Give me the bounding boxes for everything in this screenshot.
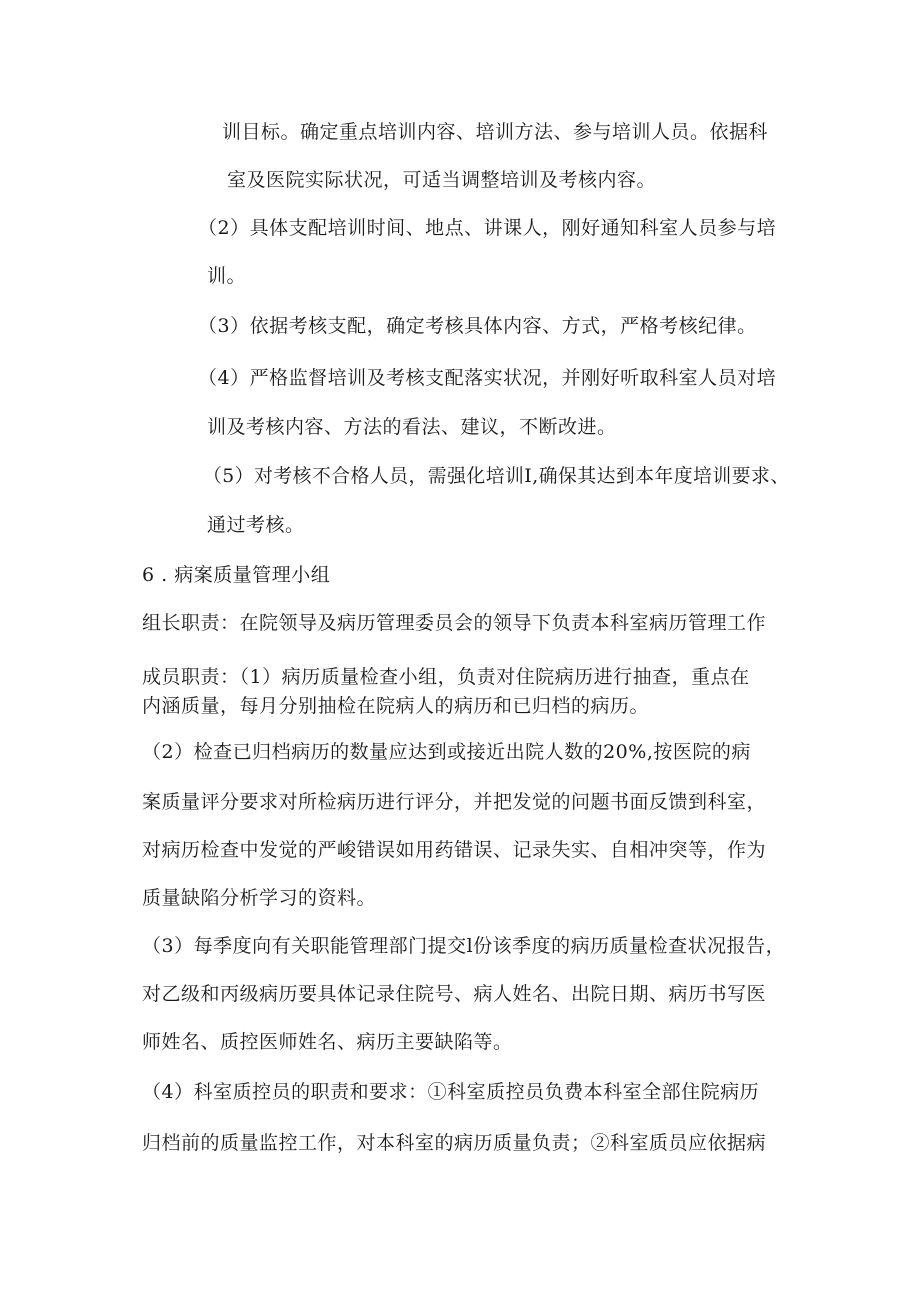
text-line: 师姓名、质控医师姓名、病历主要缺陷等。 — [142, 1031, 513, 1053]
text-line: （4）严格监督培训及考核支配落实状况，并刚好听取科室人员对培 — [198, 367, 777, 389]
text-line: 对乙级和丙级病历要具体记录住院号、病人姓名、出院日期、病历书写医 — [142, 983, 767, 1005]
text-line: （3）依据考核支配，确定考核具体内容、方式，严格考核纪律。 — [198, 315, 757, 337]
text-line: 训及考核内容、方法的看法、建议，不断改进。 — [207, 416, 617, 438]
text-line: 训目标。确定重点培训内容、培训方法、参与培训人员。依据科 — [222, 121, 769, 143]
text-line: 组长职责：在院领导及病历管理委员会的领导下负责本科室病历管理工作 — [142, 612, 767, 634]
text-line: 通过考核。 — [207, 514, 305, 536]
text-line: 对病历检查中发觉的严峻错误如用药错误、记录失实、自相冲突等，作为 — [142, 839, 767, 861]
text-line: （2）检查已归档病历的数量应达到或接近出院人数的20%,按医院的病 — [142, 741, 751, 763]
text-line: 质量缺陷分析学习的资料。 — [142, 887, 377, 909]
section-heading: 6 . 病案质量管理小组 — [142, 564, 331, 586]
text-line: 归档前的质量监控工作，对本科室的病历质量负责；②科室质员应依据病 — [142, 1132, 767, 1154]
text-line: （2）具体支配培训时间、地点、讲课人，刚好通知科室人员参与培 — [198, 217, 777, 239]
text-line: （5）对考核不合格人员，需强化培训I,确保其达到本年度培训要求、 — [203, 465, 790, 487]
text-line: （3）每季度向有关职能管理部门提交l份该季度的病历质量检查状况报告， — [142, 935, 786, 957]
text-line: 案质量评分要求对所检病历进行评分，并把发觉的问题书面反馈到科室， — [142, 791, 767, 813]
text-line: 成员职责：（1）病历质量检查小组，负责对住院病历进行抽查，重点在 — [142, 666, 750, 688]
text-line: 内涵质量，每月分别抽检在院病人的病历和已归档的病历。 — [142, 695, 650, 717]
text-line: 训。 — [207, 265, 247, 287]
text-line: （4）科室质控员的职责和要求：①科室质控员负费本科室全部住院病历 — [142, 1081, 760, 1103]
text-line: 室及医院实际状况，可适当调整培训及考核内容。 — [227, 169, 657, 191]
